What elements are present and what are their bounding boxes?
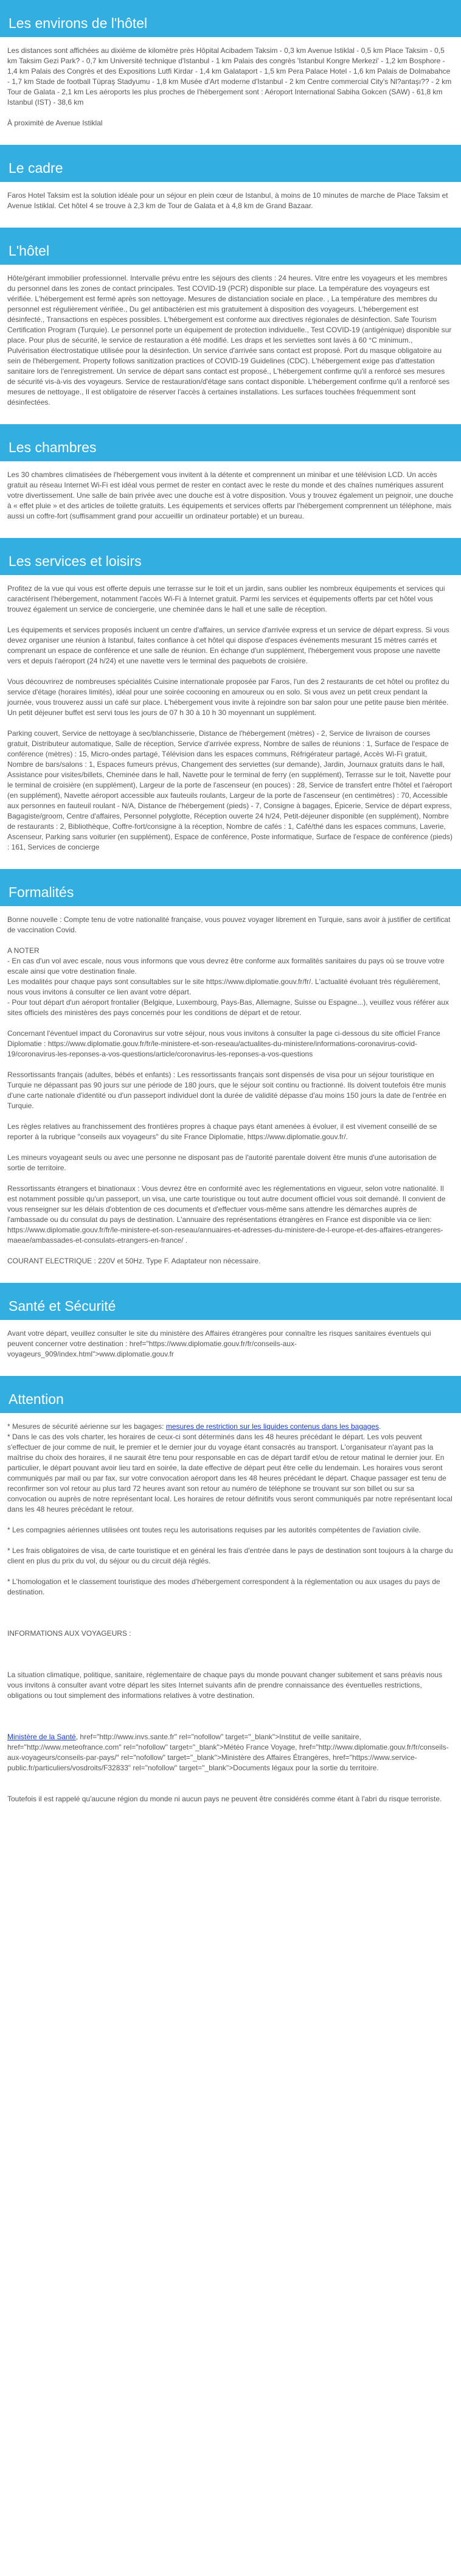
liquids-restriction-link[interactable]: mesures de restriction sur les liquides contenus dans les bagages bbox=[165, 1422, 380, 1431]
formalites-foreign-nationals: Ressortissants étrangers et binationaux : Vous devrez être en conformité avec les réglementations en vigueur, selon votre nationalité. Il est notamment possible qu'un passeport, un visa, une carte touristique ou tout autre document officiel vous soit demandé. Il convient de vous renseigner sur les délais d'obtention de ces documents et d'effectuer vous-même sans attendre les démarches auprès de l'ambassade ou du consulat du pays de destination. L'annuaire des représentations étrangères en France est disponible via ce lien: https://www.diplomatie.gouv.fr/fr/le-ministere-et-son-reseau/annuaires-et-adresses-du-ministere-de-l-europe-et-des-affaires-etrangeres-maeae/ambassades-et-consulats-etrangers-en-france/ . bbox=[7, 1184, 446, 1244]
section-sante bbox=[0, 1283, 461, 1376]
section-content-attention bbox=[0, 1422, 461, 1804]
section-formalites bbox=[0, 869, 461, 1283]
attention-terrorism: Toutefois il est rappelé qu'aucune région du monde ni aucun pays ne peuvent être considérés comme étant à l'abri du risque terroriste. bbox=[7, 1795, 442, 1803]
environs-proximity: À proximité de Avenue Istiklal bbox=[7, 119, 103, 127]
formalites-french-nationals: Ressortissants français (adultes, bébés et enfants) : Les ressortissants français sont dispensés de visa pour un séjour touristique en Turquie ne dépassant pas 90 jours sur une période de 180 jours, que le séjour soit continu ou fractionné. Ils doivent toutefois être munis d'une carte nationale d'identité ou d'un passeport individuel dont la durée de validité dépasse d'au moins 150 jours la date de l'entrée en Turquie. bbox=[7, 1070, 446, 1110]
services-amenities-list: Parking couvert, Service de nettoyage à sec/blanchisserie, Distance de l'hébergement (mètres) - 2, Service de livraison de courses gratuit, Distributeur automatique, Salle de réception, Service d'arrivée express, Nombre de salles de réunions : 1, Surface de l'espace de conférence (mètres) : 15, Micro-ondes partagé, Télévision dans les espaces communs, Réfrigérateur partagé, Accès Wi-Fi gratuit, Nombre de bars/salons : 1, Espaces fumeurs prévus, Changement des serviettes (sur demande), Jardin, Journaux gratuits dans le hall, Assistance pour visites/billets, Cheminée dans le hall, Navette pour le terminal de ferry (en supplément), Terrasse sur le toit, Navette pour le terminal de croisière (en supplément), Largeur de la porte de l'ascenseur (en pouces) : 28, Service de transfert entre l'hôtel et l'aéroport (en supplément), Navette aéroport accessible aux fauteuils roulants, Largeur de la porte de l'ascenseur (en centimètres) : 70, Accessible aux personnes en fauteuil roulant - N/A, Distance de l'hébergement (pieds) - 7, Consigne à bagages, Épicerie, Service de départ express, Bagagiste/groom, Centre d'affaires, Personnel polyglotte, Réception ouverte 24 h/24, Petit-déjeuner disponible (en supplément), Nombre de restaurants : 2, Bibliothèque, Coffre-fort/consigne à la réception, Nombre de cafés : 1, Café/thé dans les espaces communs, Laverie, Ascenseur, Parking sans voiturier (en supplément), Espace de conférence, Poste informatique, Surface de l'espace de conférence (pieds) : 161, Services de concierge bbox=[7, 729, 453, 851]
section-title-attention: Attention bbox=[0, 1376, 461, 1413]
formalites-good-news: Bonne nouvelle : Compte tenu de votre nationalité française, vous pouvez voyager librement en Turquie, sans avoir à justifier de certificat de vaccination Covid. bbox=[7, 915, 451, 934]
section-title-environs: Les environs de l'hôtel bbox=[0, 0, 461, 37]
sante-description: Avant votre départ, veuillez consulter le site du ministère des Affaires étrangères pour connaître les risques sanitaires éventuels qui peuvent concerner votre destination : href="https://www.diplomatie.gouv.fr/fr/conseils-aux-voyageurs_909/index.html">www.diplomatie.gouv.fr bbox=[7, 1329, 431, 1358]
formalites-note-layover: - En cas d'un vol avec escale, nous vous informons que vous devrez être conforme aux formalités sanitaires du pays où se trouve votre escale ainsi que votre destination finale. bbox=[7, 957, 445, 976]
section-environs bbox=[0, 0, 461, 145]
formalites-note-heading: A NOTER bbox=[7, 946, 40, 955]
attention-baggage-end: . bbox=[379, 1422, 381, 1431]
section-hotel bbox=[0, 228, 461, 424]
attention-baggage-security bbox=[7, 1422, 454, 1432]
formalites-border-rules: Les règles relatives au franchissement des frontières propres à chaque pays étant amenées à évoluer, il est vivement conseillé de se reporter à la rubrique "conseils aux voyageurs" du site France Diplomatie, https://www.diplomatie.gouv.fr/. bbox=[7, 1122, 437, 1141]
attention-travellers-info: La situation climatique, politique, sanitaire, réglementaire de chaque pays du monde pouvant changer subitement et sans préavis nous vous invitons à consulter avant votre départ les sites Internet suivants afin de prendre connaissance des éventuelles restrictions, obligations ou tout simplement des informations relatives à votre destination. bbox=[7, 1670, 443, 1700]
ministere-sante-link[interactable]: Ministère de la Santé bbox=[7, 1733, 76, 1741]
section-title-hotel: L'hôtel bbox=[0, 228, 461, 265]
section-services bbox=[0, 538, 461, 869]
section-chambres bbox=[0, 424, 461, 538]
section-attention bbox=[0, 1376, 461, 1821]
services-paragraph-2: Les équipements et services proposés incluent un centre d'affaires, un service d'arrivée express et un service de départ express. Si vous devez organiser une réunion à Istanbul, faites confiance à cet hôtel qui dispose d'espaces événements mesurant 15 mètres carrés et comprenant un espace de conférence et une salle de réunion. En échange d'un supplément, l'hébergement vous propose une navette vers et depuis l'aéroport (24 h/24) et une navette vers le terminal des paquebots de croisière. bbox=[7, 626, 449, 665]
section-title-sante: Santé et Sécurité bbox=[0, 1283, 461, 1320]
section-content-formalites bbox=[0, 915, 461, 1266]
attention-airlines: * Les compagnies aériennes utilisées ont toutes reçu les autorisations requises par les autorités compétentes de l'aviation civile. bbox=[7, 1526, 421, 1534]
section-content-chambres bbox=[0, 470, 461, 522]
spacer bbox=[7, 1784, 454, 1794]
attention-official-links bbox=[7, 1732, 454, 1773]
attention-baggage-label: * Mesures de sécurité aérienne sur les bagages: bbox=[7, 1422, 164, 1431]
attention-charter-flights: * Dans le cas des vols charter, les horaires de ceux-ci sont déterminés dans les 48 heures précédant le départ. Les vols peuvent s'effectuer de jour comme de nuit, le premier et le dernier jour du voyage étant consacrés au transport. L'organisateur n'ayant pas la maîtrise du choix des horaires, il ne saurait être tenu pour responsable en cas de départ tardif et/ou de retour matinal le dernier jour. En particulier, le départ pouvant avoir lieu tard en soirée, la date effective de départ peut être celle du lendemain. Les horaires vous seront communiqués par mail ou par fax, sur votre convocation aéroport dans les 48 heures précédant le départ. Chaque passager est tenu de reconfirmer son vol retour au plus tard 72 heures avant son retour au numéro de téléphone se trouvant sur son billet ou sur sa convocation ou auprès de notre représentant local. Les horaires de retour définitifs vous seront communiqués par notre représentant local dans les 48 heures précédant le retour. bbox=[7, 1433, 452, 1513]
section-cadre bbox=[0, 145, 461, 228]
section-title-services: Les services et loisirs bbox=[0, 538, 461, 575]
section-content-cadre bbox=[0, 190, 461, 211]
attention-visa-fees: * Les frais obligatoires de visa, de carte touristique et en général les frais d'entrée dans le pays de destination sont toujours à la charge du client en plus du prix du vol, du séjour ou du circuit déjà réglés. bbox=[7, 1546, 453, 1565]
formalites-minors: Les mineurs voyageant seuls ou avec une personne ne disposant pas de l'autorité parentale doivent être munis d'une autorisation de sortie de territoire. bbox=[7, 1153, 437, 1172]
cadre-description: Faros Hotel Taksim est la solution idéale pour un séjour en plein cœur de Istanbul, à moins de 10 minutes de marche de Place Taksim et Avenue Istiklal. Cet hôtel 4 se trouve à 2,3 km de Tour de Galata et à 4,8 km de Grand Bazaar. bbox=[7, 191, 448, 210]
attention-classification: * L'homologation et le classement touristique des modes d'hébergement correspondent à la réglementation ou aux usages du pays de destination. bbox=[7, 1577, 440, 1596]
section-title-cadre: Le cadre bbox=[0, 145, 461, 182]
section-content-services bbox=[0, 584, 461, 853]
formalites-coronavirus: Concernant l'éventuel impact du Coronavirus sur votre séjour, nous vous invitons à consulter la page ci-dessous du site officiel France Diplomatie : https://www.diplomatie.gouv.fr/fr/le-ministere-et-son-reseau/actualites-du-ministere/informations-coronavirus-covid-19/coronavirus-les-reponses-a-vos-questions/article/coronavirus-les-reponses-a-vos-questions bbox=[7, 1029, 440, 1058]
attention-travellers-heading: INFORMATIONS AUX VOYAGEURS : bbox=[7, 1629, 131, 1638]
section-title-formalites: Formalités bbox=[0, 869, 461, 906]
hotel-description: Hôte/gérant immobilier professionnel. Intervalle prévu entre les séjours des clients : 24 heures. Vitre entre les voyageurs et les membres du personnel dans les zones de contact principales. Test COVID-19 (PCR) disponible sur place. La température des voyageurs est vérifiée. L'hébergement est fermé après son nettoyage. Mesures de distanciation sociale en place. , La température des membres du personnel est régulièrement vérifiée., Du gel antibactérien est mis gratuitement à disposition des voyageurs. L'hébergement est désinfecté., Transactions en espèces possibles. L'hébergement est conforme aux directives régionales de désinfection. Safe Tourism Certification Program (Turquie). Le personnel porte un équipement de protection individuelle., Test COVID-19 (antigénique) disponible sur place. Pour plus de sécurité, le service de restauration a été modifié. Les draps et les serviettes sont lavés à 60 °C minimum., Pulvérisation électrostatique utilisée pour la désinfection. Un service d'arrivée sans contact est proposé. Port du masque obligatoire au sein de l'hébergement. Property follows sanitization practices of COVID-19 Guidelines (CDC). L'hébergement exige pas d'attestation sanitaire lors de l'enregistrement. Un service de départ sans contact est proposé., L'hébergement confirme qu'il a renforcé ses mesures de sécurité vis-à-vis des voyageurs. Service de restauration/d'étage sans contact disponible. L'hébergement confirme qu'il a renforcé ses mesures de nettoyage., Il est obligatoire de réserver l'accès à certaines installations. Les surfaces touchées fréquemment sont désinfectées. bbox=[7, 274, 452, 407]
environs-distances: Les distances sont affichées au dixième de kilomètre près Hôpital Acibadem Taksim - 0,3 km Avenue Istiklal - 0,5 km Place Taksim - 0,5 km Taksim Gezi Park? - 0,7 km Université technique d'Istanbul - 1 km Palais des congrès 'Istanbul Kongre Merkezi' - 1,2 km Bosphore - 1,4 km Palais des Congrès et des Expositions Lutfi Kirdar - 1,4 km Galataport - 1,5 km Pera Palace Hotel - 1,6 km Palais de Dolmabahce - 1,7 km Stade de football Tüpraş Stadyumu - 1,8 km Musée d'Art moderne d'Istanbul - 2 km Centre commercial City's Nl?antaşı?? - 2 km Tour de Galata - 2,1 km Les aéroports les plus proches de l'hébergement sont : Aéroport International Sabiha Gokcen (SAW) - 61,8 km Istanbul (IST) - 38,6 km bbox=[7, 46, 452, 106]
formalites-electricity: COURANT ELECTRIQUE : 220V et 50Hz. Type F. Adaptateur non nécessaire. bbox=[7, 1257, 261, 1265]
chambres-description: Les 30 chambres climatisées de l'hébergement vous invitent à la détente et comprennent un minibar et une télévision LCD. Un accès gratuit au réseau Internet Wi-Fi est idéal vous permet de rester en contact avec le reste du monde et des chaînes numériques assurent votre divertissement. Une salle de bain privée avec une douche est à votre disposition. Vous y trouvez également un peignoir, une douche à « effet pluie » et des articles de toilette gratuits. Les équipements et services offerts par l'hébergement comprennent un téléphone, mais aussi un coffre-fort (suffisamment grand pour accueillir un ordinateur portable) et un bureau. bbox=[7, 470, 454, 520]
spacer bbox=[7, 1608, 454, 1628]
section-title-chambres: Les chambres bbox=[0, 424, 461, 461]
section-content-hotel bbox=[0, 273, 461, 408]
formalites-note-modalities: Les modalités pour chaque pays sont consultables sur le site https://www.diplomatie.gouv.fr/fr/. L'actualité évoluant très régulièrement, nous vous invitons à consulter ce lien avant votre départ. bbox=[7, 977, 440, 996]
services-paragraph-3: Vous découvrirez de nombreuses spécialités Cuisine internationale proposée par Faros, l'un des 2 restaurants de cet hôtel ou profitez du service d'étage (horaires limités), idéal pour une soirée cocooning en amoureux ou en solo. Si vous avez un petit creux pendant la journée, vous trouverez aussi un café sur place. L'hébergement vous invite à rejoindre son bar salon pour une petite pause bien méritée. Un petit déjeuner buffet est servi tous les jours de 07 h 30 à 10 h 30 moyennant un supplément. bbox=[7, 677, 449, 717]
services-paragraph-1: Profitez de la vue qui vous est offerte depuis une terrasse sur le toit et un jardin, sans oublier les nombreux équipements et services qui caractérisent l'hébergement, notamment l'accès Wi-Fi à Internet gratuit. Parmi les services et équipements offerts par cet hôtel vous trouvez également un service de conciergerie, une cheminée dans le hall et une salle de réception. bbox=[7, 584, 445, 613]
attention-links-rest: , href="http://www.invs.sante.fr" rel="nofollow" target="_blank">Institut de veille sanitaire, href="http://www.meteofrance.com" rel="nofollow" target="_blank">Météo France Voyage, href="http://www.diplomatie.gouv.fr/fr/conseils-aux-voyageurs/conseils-par-pays/" rel="nofollow" target="_blank">Ministère des Affaires Étrangères, href="https://www.service-public.fr/particuliers/vosdroits/F32833" rel="nofollow" target="_blank">Documents légaux pour la sortie du territoire. bbox=[7, 1733, 449, 1772]
section-content-sante bbox=[0, 1328, 461, 1360]
formalites-note-border-airport: - Pour tout départ d'un aéroport frontalier (Belgique, Luxembourg, Pays-Bas, Allemagne, Suisse ou Espagne...), veuillez vous référer aux sites officiels des ministères des pays concernés pour les conditions de départ et de retour. bbox=[7, 998, 449, 1017]
spacer bbox=[7, 1711, 454, 1732]
section-content-environs bbox=[0, 46, 461, 128]
spacer bbox=[7, 1649, 454, 1670]
